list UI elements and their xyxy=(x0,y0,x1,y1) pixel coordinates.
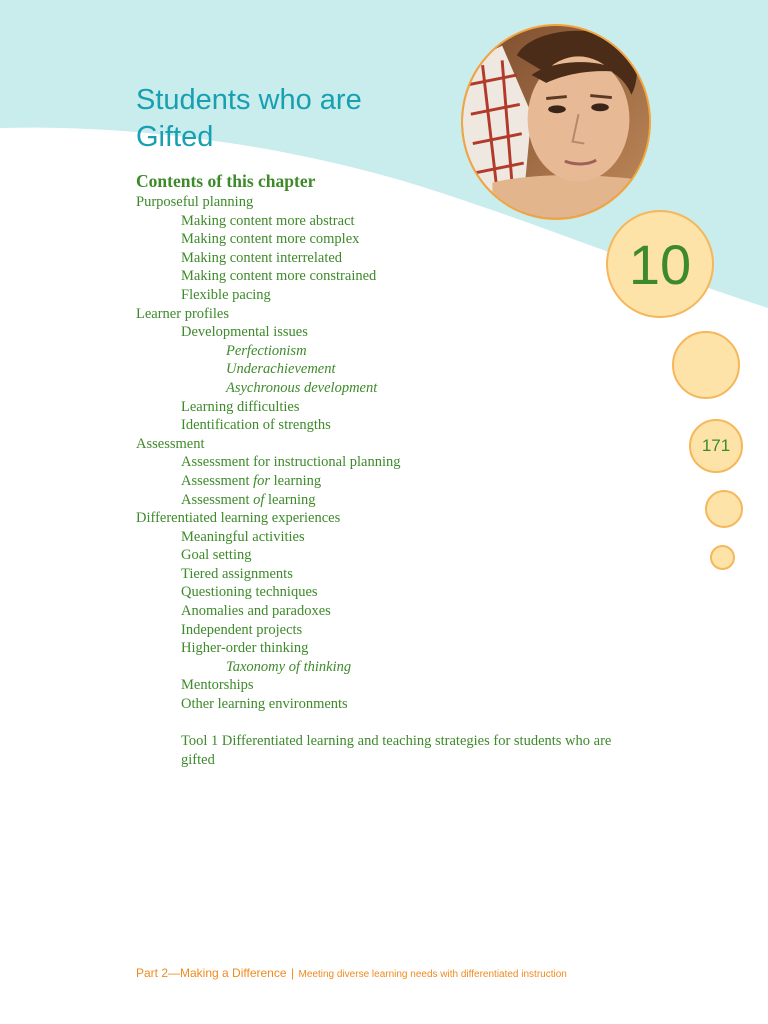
student-photo xyxy=(461,24,651,220)
toc-entry-level-2: Making content interrelated xyxy=(181,249,343,266)
toc-entry-text: learning xyxy=(270,472,322,489)
toc-entry-level-2: Tiered assignments xyxy=(181,565,293,582)
page-title-line-2: Gifted xyxy=(136,121,214,153)
toc-entry-level-1: Assessment xyxy=(136,435,205,452)
toc-entry-level-2: Anomalies and paradoxes xyxy=(181,603,331,620)
decorative-circle xyxy=(710,545,735,570)
toc-entry-level-2: Making content more constrained xyxy=(181,268,377,285)
footer-subtitle: Meeting diverse learning needs with differentiated instruction xyxy=(298,969,567,980)
toc-entry-level-3: Underachievement xyxy=(226,361,336,378)
toc-entry-level-2: Assessment for instructional planning xyxy=(181,454,401,471)
footer-part-title: Part 2—Making a Difference xyxy=(136,966,287,980)
contents-heading: Contents of this chapter xyxy=(136,171,316,191)
toc-entry-level-2: Developmental issues xyxy=(181,324,308,341)
toc-entry-level-1: Learner profiles xyxy=(136,305,229,322)
toc-entry-level-3: Taxonomy of thinking xyxy=(226,658,352,675)
toc-entry-level-2: Flexible pacing xyxy=(181,286,271,303)
page-footer xyxy=(136,964,567,982)
page-title-line-1: Students who are xyxy=(136,84,362,116)
toc-entry-level-2: Independent projects xyxy=(181,621,303,638)
toc-entry-text: Assessment xyxy=(181,491,254,508)
page-number-badge: 171 xyxy=(689,419,743,473)
student-photo-image xyxy=(463,26,649,218)
toc-entry-emphasis: for xyxy=(253,472,271,489)
toc-entry-level-2: Meaningful activities xyxy=(181,528,305,545)
toc-entry-level-2 xyxy=(136,472,646,491)
chapter-number-badge: 10 xyxy=(606,210,714,318)
toc-tool-entry: Tool 1 Differentiated learning and teaching strategies for students who are gifted xyxy=(181,733,612,768)
toc-entry-level-3: Perfectionism xyxy=(226,342,307,359)
toc-entry-level-3: Asychronous development xyxy=(226,379,378,396)
toc-entry-level-1: Differentiated learning experiences xyxy=(136,510,341,527)
toc-entry-level-2: Goal setting xyxy=(181,547,252,564)
toc-entry-level-2: Questioning techniques xyxy=(181,584,318,601)
toc-entry-level-2: Higher-order thinking xyxy=(181,640,309,657)
decorative-circle xyxy=(672,331,740,399)
toc-entry-level-1: Purposeful planning xyxy=(136,194,254,210)
decorative-circle xyxy=(705,490,743,528)
toc-entry-text: learning xyxy=(264,491,316,508)
toc-entry-level-2: Identification of strengths xyxy=(181,417,331,434)
page-title xyxy=(136,82,362,156)
table-of-contents xyxy=(136,193,646,769)
toc-entry-emphasis: of xyxy=(253,491,265,508)
toc-entry-level-2: Mentorships xyxy=(181,677,254,694)
toc-entry-level-2: Making content more complex xyxy=(181,231,360,248)
toc-entry-text: Assessment xyxy=(181,472,254,489)
footer-separator: | xyxy=(290,966,295,980)
toc-entry-level-2: Learning difficulties xyxy=(181,398,300,415)
toc-entry-level-2: Other learning environments xyxy=(181,696,348,713)
toc-entry-level-2: Making content more abstract xyxy=(181,212,355,229)
toc-entry-level-2 xyxy=(136,491,646,510)
